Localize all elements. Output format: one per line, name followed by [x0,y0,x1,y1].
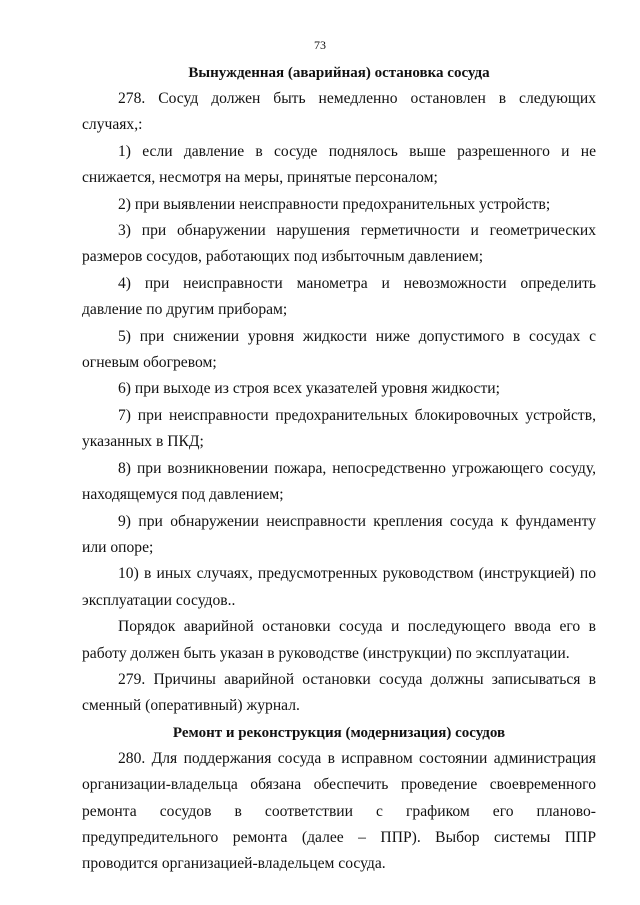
paragraph-279: 279. Причины аварийной остановки сосуда должны записываться в сменный (оперативный) журнал. [82,670,596,715]
paragraph-278: 278. Сосуд должен быть немедленно остановлен в следующих случаях,: [82,90,596,134]
list-item-4: 4) при неисправности манометра и невозможности определить давление по другим приборам; [82,274,596,319]
list-item-1: 1) если давление в сосуде поднялось выше разрешенного и не снижается, несмотря на меры, принятые персоналом; [82,142,596,187]
paragraph-280: 280. Для поддержания сосуда в исправном состоянии администрация организации-владельца обязана обеспечить проведение своевременного ремонта сосудов в соответствии с графиком его планово-предупредительного ремонта (далее – ППР). Выбор системы ППР проводится организацией-владельцем сосуда. [82,749,596,873]
list-item-7: 7) при неисправности предохранительных блокировочных устройств, указанных в ПКД; [82,406,596,451]
section-heading-repair: Ремонт и реконструкция (модернизация) сосудов [172,724,506,741]
document-content [82,60,596,878]
section-heading-emergency-stop: Вынужденная (аварийная) остановка сосуда [188,65,490,81]
list-item-6: 6) при выходе из строя всех указателей уровня жидкости; [118,380,500,398]
page-number: 73 [314,38,326,52]
list-item-10: 10) в иных случаях, предусмотренных руководством (инструкцией) по эксплуатации сосудов.. [82,565,596,609]
list-item-5: 5) при снижении уровня жидкости ниже допустимого в сосудах с огневым обогревом; [82,327,596,372]
paragraph-procedure: Порядок аварийной остановки сосуда и последующего ввода его в работу должен быть указан в руководстве (инструкции) по эксплуатации. [82,618,596,662]
list-item-2: 2) при выявлении неисправности предохранительных устройств; [118,195,551,213]
list-item-8: 8) при возникновении пожара, непосредственно угрожающего сосуду, находящемуся под давлением; [82,459,596,504]
list-item-9: 9) при обнаружении неисправности крепления сосуда к фундаменту или опоре; [82,512,596,556]
list-item-3: 3) при обнаружении нарушения герметичности и геометрических размеров сосудов, работающих под избыточным давлением; [82,222,596,266]
